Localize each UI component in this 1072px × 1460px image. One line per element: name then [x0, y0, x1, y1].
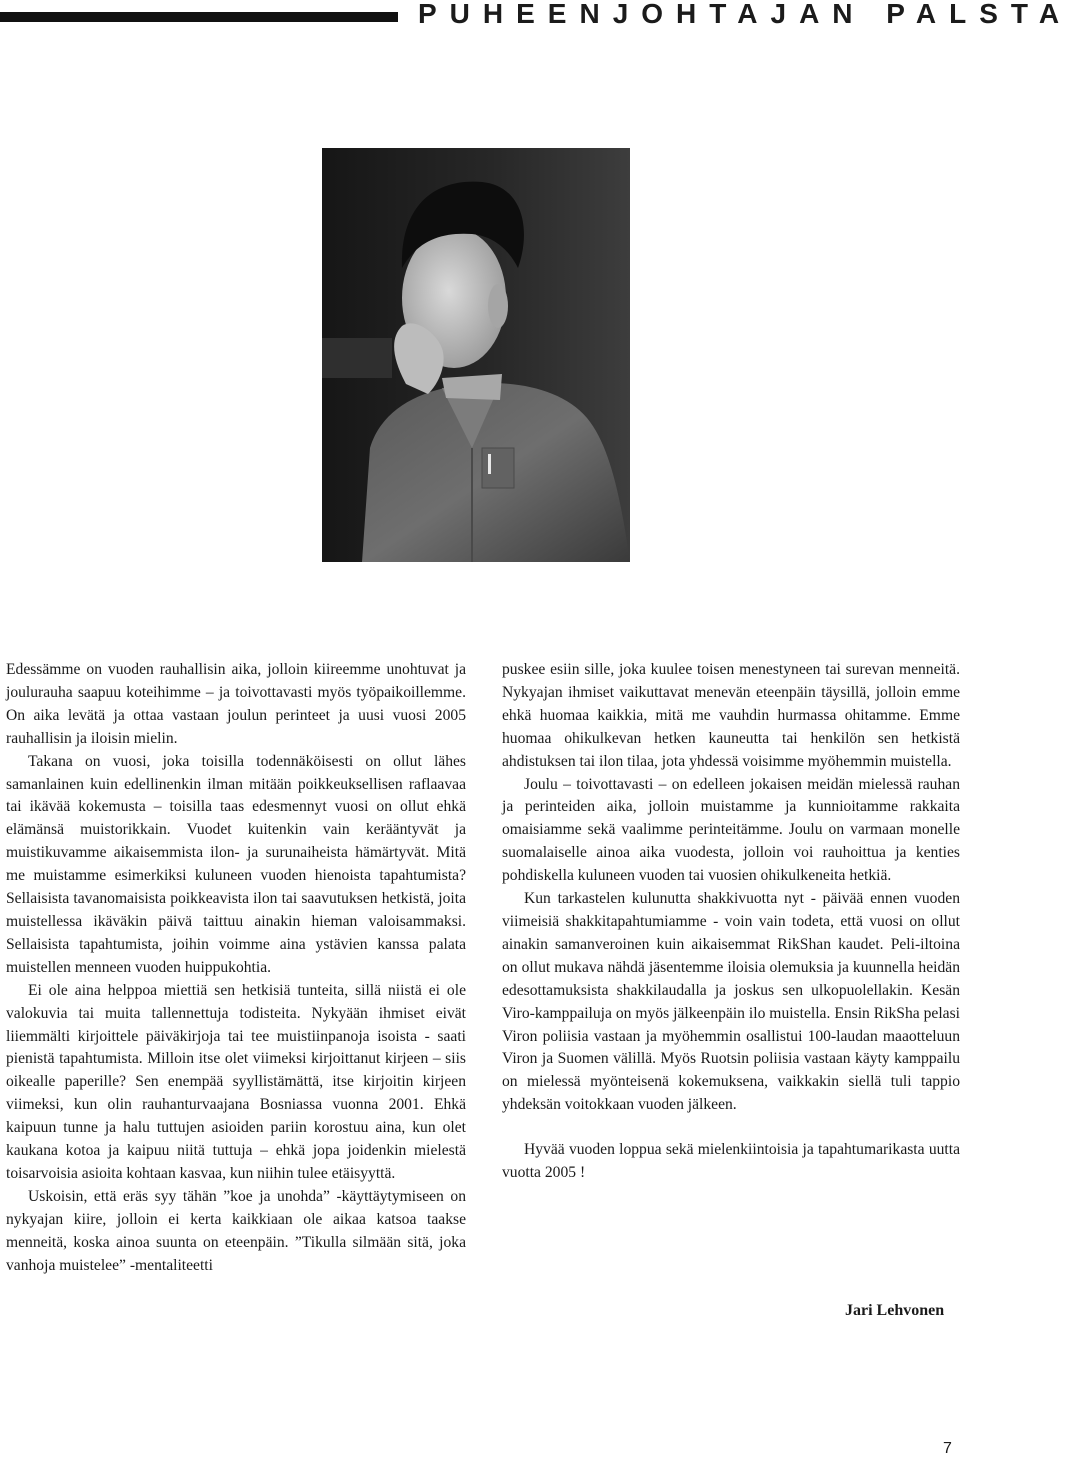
paragraph: Takana on vuosi, joka toisilla todennäköisesti on ollut lähes samanlainen kuin edellinenkin ilman mitään poikkeuksellisen raflaavaa tai ikävää kokemusta – toisilla taas edesmennyt vuosi on ollut ehkä elämänsä muistorikkain. Vuodet kuitenkin vain kerääntyvät ja muistikuvamme aikaisemmista ilon- ja surunaiheista hämärtyvät. Mitä me muistamme esimerkiksi kuluneen vuoden hienoista tapahtumista? Sellaisista tavanomaisista poikkeavista ilon tai saavutuksen hetkistä, joita muistellessa ikäväkin päivä taittuu ainakin hieman valoisammaksi. Sellaisista tapahtumista, joihin voimme aina ystävien kanssa palata muistellen menneen vuoden huippukohtia.: [6, 752, 466, 976]
paragraph: Joulu – toivottavasti – on edelleen jokaisen meidän mielessä rauhan ja perinteiden aika, jolloin muistamme ja kunnioitamme rakkaita omaisiamme sekä vaalimme perinteitämme. Joulu on varmaan monelle suomalaiselle ainoa aika vuodesta, jolloin voi rauhoittua ja kenties pohdiskella kuluneen vuoden tai vuosien ohikulkeneita hetkiä.: [502, 775, 960, 885]
paragraph: Uskoisin, että eräs syy tähän ”koe ja unohda” -käyttäytymiseen on nykyajan kiire, jolloin ei kerta kaikkiaan ole aikaa katsoa taakse menneitä, koska ainoa suunta on eteenpäin. ”Tikulla silmään sitä, joka vanhoja muistelee” -mentaliteetti: [6, 1187, 466, 1274]
paragraph: Kun tarkastelen kulunutta shakkivuotta nyt - päivää ennen vuoden viimeisiä shakkitapahtumiamme - voin vain todeta, että vuosi on ollut ainakin samanveroinen kuin aikaisemmat RikShan kaudet. Peli-iltoina on ollut mukava nähdä jäsentemme iloisia olemuksia ja kuunnella heidän edesottamuksista shakkilaudalla ja joskus sen ulkopuolellakin. Kesän Viro-kamppailuja on myös jälkeenpäin ilo muistella. Ensin RikSha pelasi Viron poliisia vastaan ja myöhemmin osallistui 100-laudan maaotteluun Viron ja Suomen välillä. Myös Ruotsin poliisia vastaan käyty kamppailu on mielessä myönteisenä kokemuksena, vaikkakin siellä tuli tappio yhdeksän voitokkaan vuoden jälkeen.: [502, 890, 960, 1114]
header-rule: [0, 12, 398, 22]
author-signature: Jari Lehvonen: [845, 1302, 945, 1319]
paragraph: Edessämme on vuoden rauhallisin aika, jolloin kiireemme unohtuvat ja joulurauha saapuu koteihimme – ja toivottavasti myös työpaikoillemme. On aika levätä ja ottaa vastaan joulun perinteet ja uusi vuosi 2005 rauhallisin ja iloisin mielin.: [6, 661, 466, 747]
article-left-column: [6, 659, 466, 1277]
paragraph: puskee esiin sille, joka kuulee toisen menestyneen tai surevan menneitä. Nykyajan ihmiset vaikuttavat menevän eteenpäin täysillä, jolloin emme ehkä huomaa kaikkia, mitä me vauhdin hurmassa ohitamme. Emme huomaa ohikulkevan hetken kauneutta tai henkilön sen hetkistä ahdistuksen tai ilon tilaa, jota yhdessä voisimme myöhemmin muistella.: [502, 661, 960, 770]
article-right-column: [502, 659, 960, 1185]
closing-paragraph: Hyvää vuoden loppua sekä mielenkiintoisia ja tapahtumarikasta uutta vuotta 2005 !: [502, 1141, 960, 1182]
paragraph: Ei ole aina helppoa miettiä sen hetkisiä tunteita, sillä niistä ei ole valokuvia tai muita tallennettuja todisteita. Nykyään ihmiset eivät liiemmälti kirjoittele päiväkirjoja tai tee muistiinpanoja isoista - saati pienistä tapahtumista. Milloin itse olet viimeksi kirjoittanut kirjeen – siis oikealle paperille? Sen enempää syyllistämättä, itse kirjoitin kirjeen viimeksi, kun olin rauhanturvaajana Bosniassa vuonna 2001. Ehkä kaipuun tunne ja halu tuttujen asioiden pariin korostuu aina, kun olet kaukana kotoa ja kaipuu niitä tuttuja – ehkä jopa joidenkin mielestä toisarvoisia asioita kohtaan kasvaa, kun niihin tulee etäisyyttä.: [6, 981, 466, 1182]
author-photo: [322, 148, 630, 562]
page-title: PUHEENJOHTAJAN PALSTA: [418, 0, 1072, 29]
page-number: 7: [943, 1440, 952, 1457]
